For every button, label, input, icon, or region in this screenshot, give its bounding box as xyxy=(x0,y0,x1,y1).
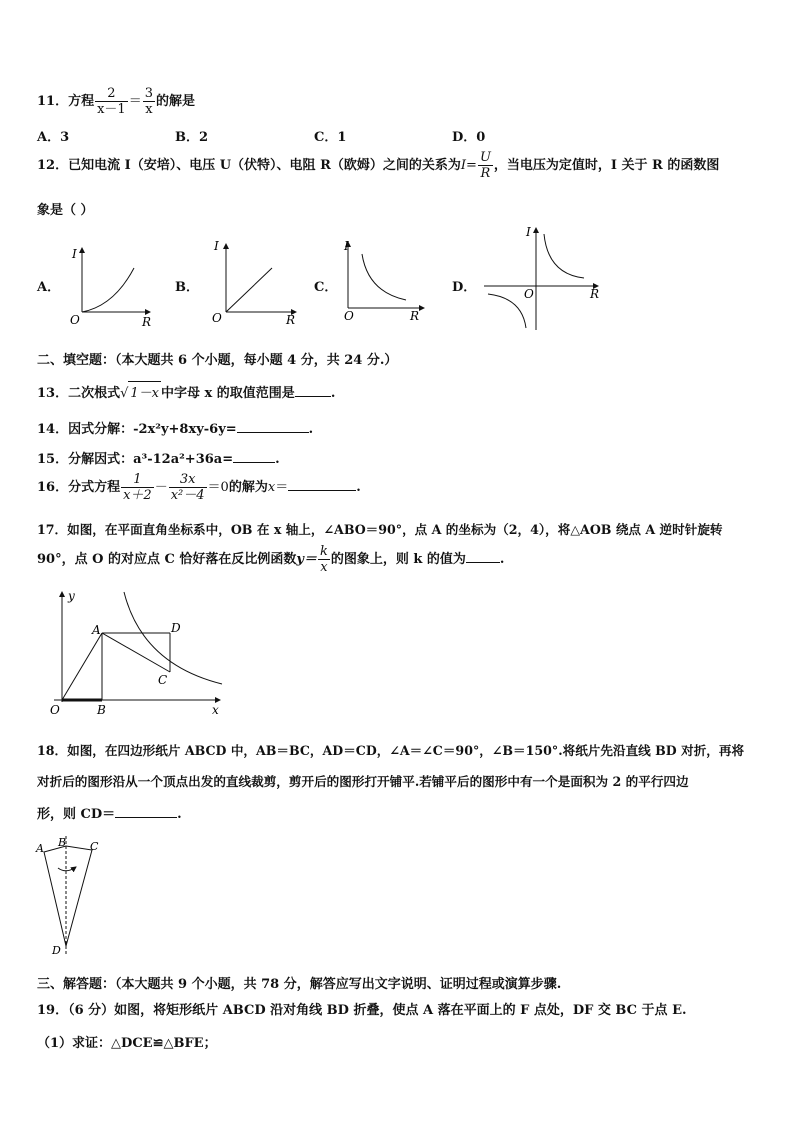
q12-formula-i: I xyxy=(460,158,467,173)
q15-text: 15．分解因式：a³-12a²+36a= xyxy=(37,452,234,467)
section-3-heading: 三、解答题：（本大题共 9 个小题，共 78 分，解答应写出文字说明、证明过程或演算步骤. xyxy=(37,977,562,992)
q17-fraction xyxy=(318,544,330,575)
q11-option-a: A．3 xyxy=(37,130,70,145)
q18-label-b: B xyxy=(58,836,67,849)
q11-prefix: 11．方程 xyxy=(37,94,95,109)
q17-text-a: 90°，点 O 的对应点 C 恰好落在反比例函数 xyxy=(37,552,297,567)
q18-quadrilateral xyxy=(44,846,92,946)
q12-graph-a xyxy=(64,240,156,328)
q19-part-1: （1）求证：△DCE≌△BFE； xyxy=(37,1036,217,1051)
q17-label-y: y xyxy=(68,589,75,603)
q11-option-b: B．2 xyxy=(175,130,209,145)
q12-a-label-r: R xyxy=(142,315,152,328)
q16-suffix: 的解为 xyxy=(228,480,268,495)
q12-d-label-o: O xyxy=(524,287,534,301)
q18-label-a: A xyxy=(36,842,44,855)
q17-figure xyxy=(40,588,230,720)
q16-answer-blank[interactable] xyxy=(288,478,356,491)
q12-formula-num: U xyxy=(479,150,491,165)
q16-end: . xyxy=(356,480,361,495)
q13-radical-sign: √ xyxy=(120,386,129,401)
q11-f2-num: 3 xyxy=(144,86,153,101)
q13-prefix: 13．二次根式 xyxy=(37,386,121,401)
q18-stem-line2: 对折后的图形沿从一个顶点出发的直线裁剪，剪开后的图形打开铺平.若铺平后的图形中有一个是面积为 2 的平行四边 xyxy=(37,774,689,789)
q18-label-d: D xyxy=(52,944,61,957)
q12-c-curve xyxy=(362,254,406,300)
q16-prefix: 16．分式方程 xyxy=(37,480,121,495)
q11-stem xyxy=(37,86,195,117)
q17-k: k xyxy=(319,544,328,559)
q18-label-c: C xyxy=(90,840,99,853)
q18-stem-line1: 18．如图，在四边形纸片 ABCD 中，AB＝BC，AD＝CD，∠A＝∠C＝90°，∠B＝150°.将纸片先沿直线 BD 对折，再将 xyxy=(37,743,745,758)
q13-end: . xyxy=(330,386,336,401)
q18-fold-arrow xyxy=(58,867,76,871)
q11-option-c: C．1 xyxy=(314,130,347,145)
q11-f2-den: x xyxy=(145,102,153,117)
q13-stem xyxy=(37,381,335,401)
q12-b-line xyxy=(226,268,272,312)
q16-x: x xyxy=(267,480,276,495)
q12-option-b-label: B． xyxy=(175,280,199,295)
q12-option-c-label: C． xyxy=(314,280,338,295)
q12-graph-b xyxy=(206,236,302,328)
q17-label-a: A xyxy=(92,623,101,637)
q18-figure xyxy=(32,834,112,960)
q16-stem xyxy=(37,472,361,503)
q15-stem xyxy=(37,448,280,467)
q12-c-label-r: R xyxy=(410,309,420,323)
q17-stem-line2 xyxy=(37,544,504,575)
q12-c-label-o: O xyxy=(344,309,354,323)
q16-minus: － xyxy=(154,480,168,495)
q17-label-x: x xyxy=(212,703,219,717)
q11-fraction-1 xyxy=(95,86,128,117)
q14-answer-blank[interactable] xyxy=(237,420,309,433)
q12-stem-line2: 象是（ ） xyxy=(37,203,94,218)
q12-formula-fraction xyxy=(478,150,493,181)
q13-radicand: 1－x xyxy=(128,381,161,401)
q12-text-b: ，当电压为定值时，I 关于 R 的函数图 xyxy=(493,158,720,173)
q15-answer-blank[interactable] xyxy=(233,450,275,463)
q12-d-label-i: I xyxy=(526,225,531,239)
q12-text-a: 12．已知电流 I（安培）、电压 U（伏特）、电阻 R（欧姆）之间的关系为 xyxy=(37,158,461,173)
q12-a-label-o: O xyxy=(70,313,80,327)
q17-y: y＝ xyxy=(296,552,317,567)
q17-label-o: O xyxy=(50,703,60,717)
q16-fraction-1 xyxy=(121,472,154,503)
q16-fraction-2 xyxy=(169,472,207,503)
q14-text: 14．因式分解：-2x²y+8xy-6y= xyxy=(37,422,237,437)
q13-suffix: 中字母 x 的取值范围是 xyxy=(161,386,295,401)
q17-x: x xyxy=(320,560,328,575)
q18-answer-blank[interactable] xyxy=(115,805,177,818)
q18-text-a: 形，则 CD＝ xyxy=(37,807,116,822)
q11-f1-num: 2 xyxy=(95,86,128,102)
q15-end: . xyxy=(275,452,280,467)
q18-end: . xyxy=(177,807,182,822)
q19-stem: 19．（6 分）如图，将矩形纸片 ABCD 沿对角线 BD 折叠，使点 A 落在平面上的 F 点处，DF 交 BC 于点 E. xyxy=(37,1003,687,1018)
q14-stem xyxy=(37,418,313,437)
q13-answer-blank[interactable] xyxy=(295,384,331,397)
q17-label-c: C xyxy=(158,673,168,687)
q12-b-label-o: O xyxy=(212,311,222,325)
q12-option-d-label: D． xyxy=(452,280,477,295)
q11-fraction-2 xyxy=(143,86,155,117)
q12-d-curve-left xyxy=(488,294,526,328)
q11-f1-den: x－1 xyxy=(97,102,126,117)
q12-option-a-label: A． xyxy=(37,280,61,295)
section-2-heading: 二、填空题：（本大题共 6 个小题，每小题 4 分，共 24 分.） xyxy=(37,353,398,368)
q18-stem-line3 xyxy=(37,803,182,822)
q17-answer-blank[interactable] xyxy=(466,550,500,563)
q11-eq: ＝ xyxy=(128,94,142,109)
q16-eq0: ＝0 xyxy=(207,480,229,495)
q12-graph-d xyxy=(480,222,604,334)
q12-d-label-r: R xyxy=(590,287,600,301)
q17-stem-line1: 17．如图，在平面直角坐标系中，OB 在 x 轴上，∠ABO＝90°，点 A 的坐标为（2，4），将△AOB 绕点 A 逆时针旋转 xyxy=(37,522,723,537)
q17-text-b: 的图象上，则 k 的值为 xyxy=(330,552,466,567)
q11-option-d: D．0 xyxy=(452,130,486,145)
q12-formula-den: R xyxy=(480,166,491,181)
q12-graph-c xyxy=(340,236,430,324)
q12-formula-eq: = xyxy=(466,158,477,173)
q16-f1-num: 1 xyxy=(121,472,154,488)
q12-c-label-i: I xyxy=(344,239,349,253)
q12-b-label-i: I xyxy=(214,239,219,253)
q17-hyperbola xyxy=(124,592,222,684)
q16-f2-den: x²－4 xyxy=(170,488,205,503)
q16-f1-den: x＋2 xyxy=(123,488,152,503)
q12-a-curve xyxy=(82,268,134,312)
q12-b-label-r: R xyxy=(286,313,296,327)
q17-end: . xyxy=(499,552,505,567)
q11-suffix: 的解是 xyxy=(156,94,196,109)
q17-label-b: B xyxy=(97,703,106,717)
q16-f2-num: 3x xyxy=(169,472,207,488)
q12-d-curve-right xyxy=(544,234,584,278)
q16-eq: ＝ xyxy=(275,480,289,495)
q12-a-label-i: I xyxy=(72,247,77,261)
q17-segment-oa xyxy=(62,633,102,700)
q14-end: . xyxy=(308,422,314,437)
q12-stem-line1 xyxy=(37,150,719,181)
q17-label-d: D xyxy=(171,621,181,635)
